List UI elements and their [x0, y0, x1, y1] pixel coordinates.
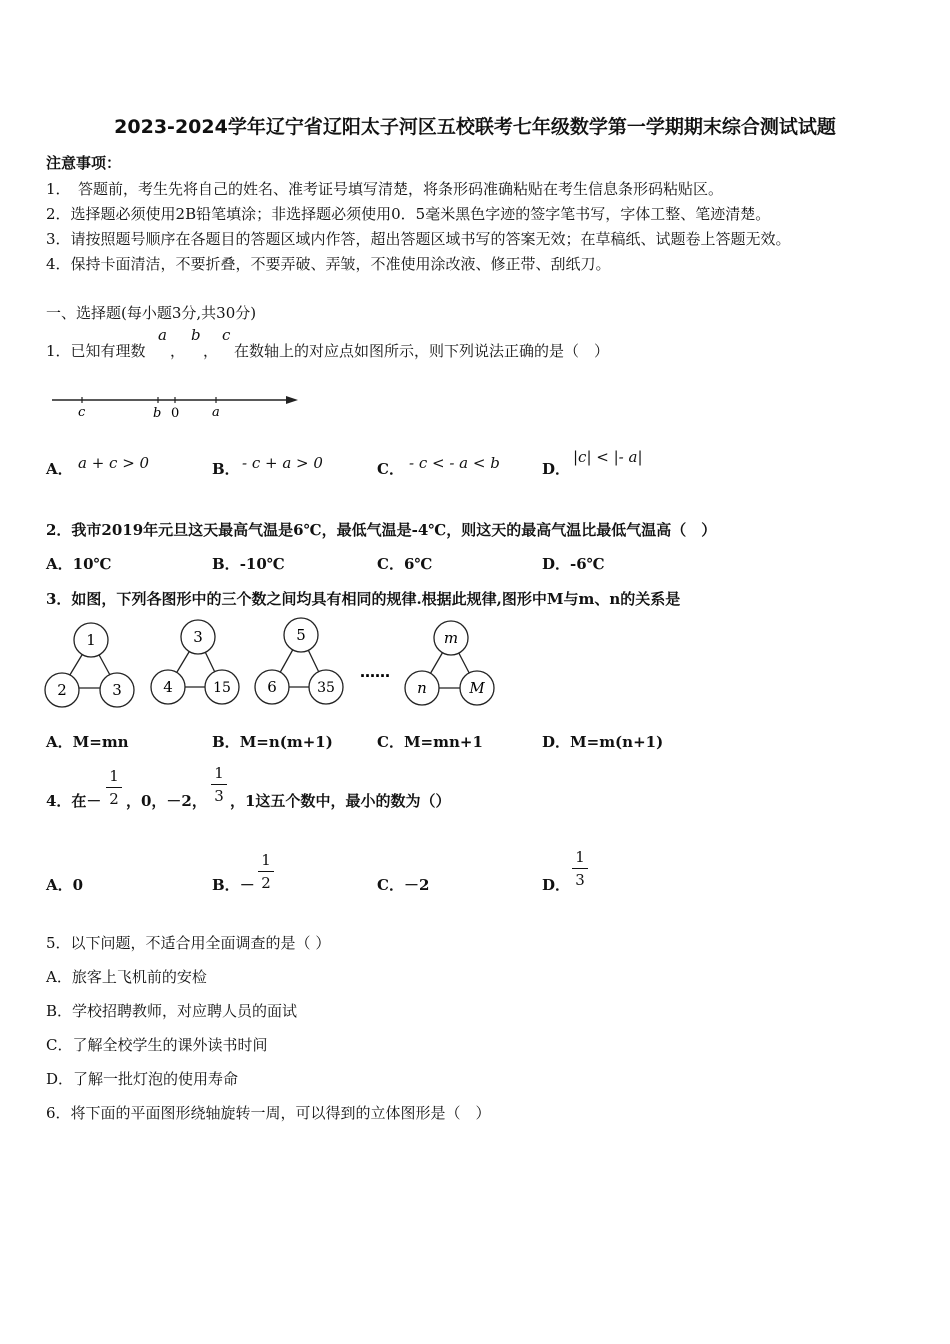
q4-suffix: ，1这五个数中，最小的数为（）	[230, 792, 451, 810]
q2-stem: 2．我市2019年元旦这天最高气温是6℃，最低气温是-4℃，则这天的最高气温比最低气温高（ ）	[46, 521, 717, 539]
q1-suffix: 在数轴上的对应点如图所示，则下列说法正确的是（ ）	[234, 342, 610, 360]
notice-item: 4．保持卡面清洁，不要折叠，不要弄破、弄皱，不准使用涂改液、修正带、刮纸刀。	[46, 255, 611, 273]
notice-item: 1． 答题前，考生先将自己的姓名、准考证号填写清楚，将条形码准确粘贴在考生信息条形码粘贴区。	[46, 180, 724, 198]
q1-var-b: b	[191, 326, 201, 344]
notice-item: 2．选择题必须使用2B铅笔填涂；非选择题必须使用0．5毫米黑色字迹的签字笔书写，字体工整、笔迹清楚。	[46, 205, 771, 223]
q1-option-a-label: A．	[46, 460, 73, 478]
q4-prefix: 4．在－	[46, 792, 102, 810]
number-line-figure	[50, 388, 305, 424]
pattern-top-number: 1	[86, 631, 96, 649]
q1-option-c: - c < - a < b	[409, 454, 500, 472]
pattern-group-1	[45, 623, 134, 707]
pattern-group-4	[405, 621, 494, 705]
section-heading: 一、选择题(每小题3分,共30分)	[46, 304, 257, 322]
q1-option-b: - c + a > 0	[242, 454, 323, 472]
pattern-group-2	[151, 620, 239, 704]
pattern-right-number: 15	[213, 680, 231, 696]
q5-option: C．了解全校学生的课外读书时间	[46, 1036, 268, 1054]
pattern-group-3	[255, 618, 343, 704]
pattern-top-number: 5	[296, 626, 306, 644]
page-title: 2023-2024学年辽宁省辽阳太子河区五校联考七年级数学第一学期期末综合测试试题	[114, 116, 836, 138]
q4-option-a: A．0	[46, 876, 84, 894]
axis-label-c: c	[78, 405, 86, 420]
pattern-left-number: n	[417, 679, 427, 697]
pattern-left-number: 4	[163, 678, 173, 696]
pattern-ellipsis: ……	[360, 663, 390, 681]
q1-option-d-label: D．	[542, 460, 571, 478]
axis-label-b: b	[153, 406, 162, 421]
q1-option-b-label: B．	[212, 460, 240, 478]
q3-option-b: B．M=n(m+1)	[212, 733, 333, 751]
q4-fraction-third: 1 3	[211, 764, 227, 805]
q3-option-c: C．M=mn+1	[377, 733, 483, 751]
pattern-top-number: 3	[193, 628, 203, 646]
q1-comma: ，	[170, 342, 186, 360]
notice-heading: 注意事项：	[46, 154, 122, 172]
q2-option-b: B．-10℃	[212, 555, 285, 573]
pattern-top-number: m	[443, 629, 459, 647]
q1-prefix: 1．已知有理数	[46, 342, 146, 360]
q5-stem: 5．以下问题，不适合用全面调查的是（ ）	[46, 934, 331, 952]
q3-stem: 3．如图，下列各图形中的三个数之间均具有相同的规律.根据此规律,图形中M与m、n的关系是	[46, 590, 681, 608]
pattern-left-number: 2	[57, 681, 67, 699]
q4-option-b: B．－	[212, 876, 255, 894]
q1-var-c: c	[222, 326, 231, 344]
q1-comma: ，	[203, 342, 219, 360]
q1-option-d: |c| < |- a|	[573, 448, 643, 466]
q5-option: D．了解一批灯泡的使用寿命	[46, 1070, 239, 1088]
q4-option-b-fraction: 1 2	[258, 851, 274, 892]
axis-label-a: a	[212, 405, 220, 420]
q4-option-d-fraction: 1 3	[572, 848, 588, 889]
pattern-left-number: 6	[267, 678, 277, 696]
q4-middle: ，0，－2，	[126, 792, 207, 810]
q3-option-a: A．M=mn	[46, 733, 129, 751]
q3-pattern-figure	[40, 615, 510, 715]
q4-option-c: C．－2	[377, 876, 430, 894]
q1-var-a: a	[158, 326, 167, 344]
q2-option-d: D．-6℃	[542, 555, 605, 573]
q3-option-d: D．M=m(n+1)	[542, 733, 664, 751]
pattern-right-number: 35	[317, 680, 335, 696]
q5-option: B．学校招聘教师，对应聘人员的面试	[46, 1002, 298, 1020]
arrow-head-icon	[286, 396, 298, 404]
q2-option-c: C．6℃	[377, 555, 433, 573]
notice-item: 3．请按照题号顺序在各题目的答题区域内作答，超出答题区域书写的答案无效；在草稿纸、试题卷上答题无效。	[46, 230, 791, 248]
q1-stem	[46, 340, 146, 361]
q4-option-d: D．	[542, 876, 571, 894]
axis-label-zero: 0	[171, 406, 180, 421]
q4-fraction-half: 1 2	[106, 767, 122, 808]
q1-option-a: a + c > 0	[78, 454, 150, 472]
q5-option: A．旅客上飞机前的安检	[46, 968, 207, 986]
pattern-right-number: 3	[112, 681, 122, 699]
q1-option-c-label: C．	[377, 460, 404, 478]
q2-option-a: A．10℃	[46, 555, 112, 573]
pattern-right-number: M	[469, 679, 485, 697]
q6-stem: 6．将下面的平面图形绕轴旋转一周，可以得到的立体图形是（ ）	[46, 1104, 491, 1122]
